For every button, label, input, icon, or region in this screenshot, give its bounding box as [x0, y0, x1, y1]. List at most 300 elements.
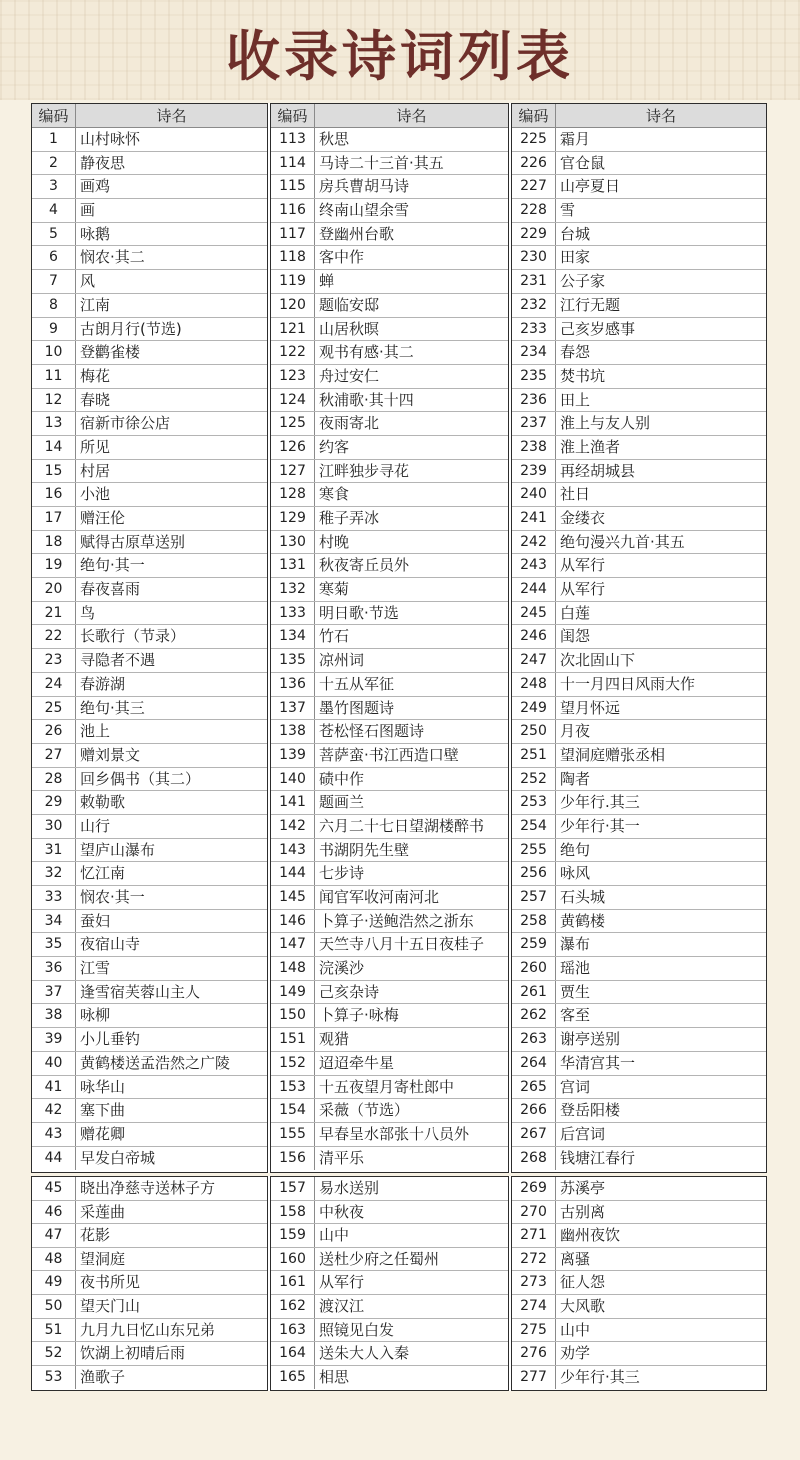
poem-number: 238	[512, 436, 556, 459]
table-row	[512, 1147, 766, 1171]
table-header-row	[32, 104, 267, 128]
table-row	[512, 507, 766, 531]
poem-title: 忆江南	[80, 864, 126, 883]
table-row	[271, 602, 508, 626]
table-row	[32, 910, 267, 934]
table-row	[32, 1271, 267, 1295]
table-header-row	[512, 104, 766, 128]
table-row	[32, 341, 267, 365]
table-row	[32, 128, 267, 152]
table-row	[512, 720, 766, 744]
poem-number: 158	[271, 1201, 315, 1224]
poem-title: 夜雨寄北	[319, 414, 380, 433]
poem-title: 十五夜望月寄杜郎中	[319, 1077, 455, 1096]
poem-title: 墨竹图题诗	[319, 698, 395, 717]
table-row	[32, 886, 267, 910]
poem-number: 42	[32, 1099, 76, 1122]
poem-title: 大风歌	[560, 1296, 606, 1315]
poem-number: 232	[512, 294, 556, 317]
poem-number: 157	[271, 1177, 315, 1200]
poem-number: 3	[32, 175, 76, 198]
table-row	[271, 1177, 508, 1201]
poem-title: 瑶池	[560, 959, 591, 978]
table-row	[271, 1319, 508, 1343]
poem-title: 九月九日忆山东兄弟	[80, 1320, 216, 1339]
poem-title: 咏鹅	[80, 224, 111, 243]
poem-title: 舟过安仁	[319, 366, 380, 385]
poem-number: 251	[512, 744, 556, 767]
poem-title: 题画兰	[319, 793, 365, 812]
table-column	[511, 1176, 767, 1391]
table-row	[271, 483, 508, 507]
table-row	[512, 933, 766, 957]
poem-number: 252	[512, 768, 556, 791]
poem-title: 夜书所见	[80, 1273, 141, 1292]
header-name-cell: 诗名	[396, 107, 427, 125]
poem-number: 151	[271, 1028, 315, 1051]
poem-number: 269	[512, 1177, 556, 1200]
table-row	[512, 744, 766, 768]
table-row	[271, 507, 508, 531]
poem-number: 4	[32, 199, 76, 222]
table-row	[32, 1248, 267, 1272]
table-row	[32, 294, 267, 318]
table-row	[271, 1076, 508, 1100]
table-row	[512, 270, 766, 294]
poem-title: 悯农·其一	[80, 888, 145, 906]
poem-number: 123	[271, 365, 315, 388]
table-row	[32, 625, 267, 649]
table-row	[512, 1295, 766, 1319]
poem-number: 25	[32, 697, 76, 720]
table-row	[271, 1201, 508, 1225]
poem-title: 江雪	[80, 959, 111, 978]
poem-number: 30	[32, 815, 76, 838]
poem-number: 265	[512, 1076, 556, 1099]
table-row	[271, 768, 508, 792]
poem-title: 征人怨	[560, 1273, 606, 1292]
poem-title: 凉州词	[319, 651, 365, 670]
poem-title: 苍松怪石图题诗	[319, 722, 425, 741]
poem-number: 23	[32, 649, 76, 672]
poem-number: 21	[32, 602, 76, 625]
table-row	[512, 602, 766, 626]
poem-title: 赠花卿	[80, 1124, 126, 1143]
poem-title: 绝句·其一	[80, 556, 145, 575]
poem-number: 127	[271, 460, 315, 483]
table-row	[32, 933, 267, 957]
poem-number: 12	[32, 389, 76, 412]
table-row	[32, 1342, 267, 1366]
poem-title: 次北固山下	[560, 651, 636, 670]
poem-title: 望庐山瀑布	[80, 840, 156, 859]
poem-title: 山亭夏日	[560, 177, 621, 196]
poem-number: 119	[271, 270, 315, 293]
table-row	[32, 1147, 267, 1171]
table-row	[271, 270, 508, 294]
poem-number: 240	[512, 483, 556, 506]
poem-number: 9	[32, 318, 76, 341]
poem-title: 望月怀远	[560, 698, 621, 717]
poem-number: 125	[271, 412, 315, 435]
poem-number: 52	[32, 1342, 76, 1365]
poem-number: 267	[512, 1123, 556, 1146]
poem-title: 池上	[80, 722, 111, 741]
poem-title: 村居	[80, 461, 111, 480]
table-row	[271, 1366, 508, 1390]
poem-number: 48	[32, 1248, 76, 1271]
poem-title: 蚕妇	[80, 911, 111, 930]
table-row	[271, 673, 508, 697]
poem-number: 17	[32, 507, 76, 530]
table-row	[271, 697, 508, 721]
poem-title: 华清宫其一	[560, 1053, 636, 1072]
poem-number: 132	[271, 578, 315, 601]
poem-number: 237	[512, 412, 556, 435]
poem-number: 114	[271, 152, 315, 175]
table-row	[271, 625, 508, 649]
table-row	[271, 1028, 508, 1052]
poem-number: 234	[512, 341, 556, 364]
table-row	[512, 152, 766, 176]
poem-title: 十五从军征	[319, 674, 395, 693]
table-row	[32, 270, 267, 294]
table-row	[271, 957, 508, 981]
poem-number: 277	[512, 1366, 556, 1390]
poem-title: 寒菊	[319, 580, 350, 599]
poem-title: 己亥岁感事	[560, 319, 636, 338]
table-row	[271, 128, 508, 152]
poem-title: 石头城	[560, 888, 606, 906]
poem-number: 257	[512, 886, 556, 909]
poem-title: 后宫词	[560, 1124, 606, 1143]
poem-number: 38	[32, 1004, 76, 1027]
poem-number: 276	[512, 1342, 556, 1365]
poem-title: 房兵曹胡马诗	[319, 177, 410, 196]
table-row	[32, 673, 267, 697]
table-row	[512, 1342, 766, 1366]
poem-title: 望洞庭赠张丞相	[560, 745, 666, 764]
table-row	[512, 815, 766, 839]
table-row	[512, 223, 766, 247]
poem-number: 160	[271, 1248, 315, 1271]
poem-number: 146	[271, 910, 315, 933]
poem-number: 47	[32, 1224, 76, 1247]
poem-number: 135	[271, 649, 315, 672]
poem-number: 266	[512, 1099, 556, 1122]
poem-title: 台城	[560, 224, 591, 243]
poem-number: 162	[271, 1295, 315, 1318]
poem-title: 赋得古原草送别	[80, 532, 186, 551]
table-row	[32, 839, 267, 863]
poem-title: 秋夜寄丘员外	[319, 556, 410, 575]
table-row	[32, 1295, 267, 1319]
poem-title: 咏柳	[80, 1006, 111, 1025]
poem-number: 247	[512, 649, 556, 672]
table-row	[32, 649, 267, 673]
table-row	[512, 294, 766, 318]
poem-title: 金缕衣	[560, 509, 606, 527]
poem-number: 226	[512, 152, 556, 175]
poem-title: 宫词	[560, 1077, 591, 1096]
poem-title: 小儿垂钓	[80, 1030, 141, 1049]
poem-title: 观书有感·其二	[319, 343, 414, 362]
table-row	[32, 318, 267, 342]
table-row	[512, 1076, 766, 1100]
poem-number: 233	[512, 318, 556, 341]
poem-number: 5	[32, 223, 76, 246]
poem-title: 绝句·其三	[80, 698, 145, 717]
poem-title: 再经胡城县	[560, 461, 636, 480]
poem-title: 望洞庭	[80, 1249, 126, 1268]
poem-number: 235	[512, 365, 556, 388]
poem-number: 272	[512, 1248, 556, 1271]
poem-title: 寻隐者不遇	[80, 651, 156, 670]
table-row	[512, 412, 766, 436]
table-row	[32, 697, 267, 721]
poem-number: 150	[271, 1004, 315, 1027]
poem-title: 马诗二十三首·其五	[319, 153, 444, 172]
table-row	[271, 1004, 508, 1028]
poem-number: 37	[32, 981, 76, 1004]
poem-title: 终南山望余雪	[319, 201, 410, 220]
table-row	[512, 1123, 766, 1147]
poem-title: 送朱大人入秦	[319, 1344, 410, 1363]
poem-title: 春游湖	[80, 674, 126, 693]
table-row	[32, 578, 267, 602]
table-row	[271, 341, 508, 365]
poem-number: 26	[32, 720, 76, 743]
poem-title: 饮湖上初晴后雨	[80, 1344, 186, 1363]
poem-number: 50	[32, 1295, 76, 1318]
poem-number: 139	[271, 744, 315, 767]
poem-title: 瀑布	[560, 935, 591, 954]
poem-number: 130	[271, 531, 315, 554]
poem-title: 江畔独步寻花	[319, 461, 410, 480]
poem-title: 六月二十七日望湖楼醉书	[319, 816, 485, 835]
table-row	[512, 1224, 766, 1248]
poem-title: 夜宿山寺	[80, 935, 141, 954]
table-row	[512, 673, 766, 697]
table-row	[512, 957, 766, 981]
poem-title: 题临安邸	[319, 295, 380, 314]
poem-number: 268	[512, 1147, 556, 1171]
table-row	[512, 1271, 766, 1295]
table-row	[512, 886, 766, 910]
poem-title: 寒食	[319, 485, 350, 504]
table-row	[271, 1342, 508, 1366]
poem-number: 253	[512, 791, 556, 814]
poem-title: 浣溪沙	[319, 959, 365, 978]
table-row	[512, 554, 766, 578]
poem-number: 239	[512, 460, 556, 483]
poem-number: 236	[512, 389, 556, 412]
poem-number: 161	[271, 1271, 315, 1294]
poem-number: 244	[512, 578, 556, 601]
poem-title: 望天门山	[80, 1296, 141, 1315]
poem-title: 照镜见白发	[319, 1320, 395, 1339]
poem-number: 258	[512, 910, 556, 933]
table-row	[32, 1099, 267, 1123]
poem-title: 迢迢牵牛星	[319, 1053, 395, 1072]
poem-number: 49	[32, 1271, 76, 1294]
poem-title: 赠刘景文	[80, 745, 141, 764]
poem-title: 村晚	[319, 532, 350, 551]
poem-title: 公子家	[560, 272, 606, 291]
table-row	[271, 460, 508, 484]
table-row	[512, 318, 766, 342]
poem-title: 晓出净慈寺送林子方	[80, 1179, 216, 1197]
poem-title: 小池	[80, 485, 111, 504]
table-column	[270, 103, 509, 1173]
poem-number: 31	[32, 839, 76, 862]
poem-number: 250	[512, 720, 556, 743]
poem-number: 275	[512, 1319, 556, 1342]
table-row	[32, 981, 267, 1005]
poem-number: 248	[512, 673, 556, 696]
poem-title: 月夜	[560, 722, 591, 741]
poem-title: 七步诗	[319, 864, 365, 883]
page-title: 收录诗词列表	[226, 25, 574, 88]
table-row	[32, 862, 267, 886]
table-row	[512, 578, 766, 602]
poem-title: 陶者	[560, 769, 591, 788]
poem-number: 33	[32, 886, 76, 909]
poem-number: 255	[512, 839, 556, 862]
poem-number: 27	[32, 744, 76, 767]
table-row	[32, 246, 267, 270]
poem-title: 稚子弄冰	[319, 509, 380, 527]
table-row	[271, 318, 508, 342]
poem-title: 古别离	[560, 1202, 606, 1221]
poem-title: 淮上渔者	[560, 437, 621, 456]
poem-title: 卜算子·咏梅	[319, 1006, 399, 1025]
poem-number: 22	[32, 625, 76, 648]
table-row	[32, 199, 267, 223]
table-row	[32, 791, 267, 815]
poem-number: 32	[32, 862, 76, 885]
poem-title: 少年行.其三	[560, 793, 640, 812]
poem-title: 绝句	[560, 840, 591, 859]
poem-title: 秋思	[319, 130, 350, 148]
table-row	[32, 1177, 267, 1201]
header-name-cell: 诗名	[645, 107, 676, 125]
poem-number: 14	[32, 436, 76, 459]
poem-title: 登岳阳楼	[560, 1101, 621, 1120]
table-row	[32, 223, 267, 247]
table-row	[32, 1004, 267, 1028]
table-row	[32, 957, 267, 981]
poem-title: 劝学	[560, 1344, 591, 1363]
table-row	[512, 175, 766, 199]
poem-title: 画鸡	[80, 177, 111, 196]
table-row	[512, 1201, 766, 1225]
poem-title: 田家	[560, 248, 591, 267]
table-row	[512, 389, 766, 413]
poem-title: 山中	[560, 1320, 591, 1339]
poem-number: 141	[271, 791, 315, 814]
poem-title: 梅花	[80, 366, 111, 385]
table-row	[271, 649, 508, 673]
table-row	[271, 720, 508, 744]
poem-title: 田上	[560, 390, 591, 409]
table-row	[271, 1248, 508, 1272]
poem-title: 江南	[80, 295, 111, 314]
poem-title: 贾生	[560, 982, 591, 1001]
table-row	[32, 152, 267, 176]
poem-title: 清平乐	[319, 1148, 365, 1167]
poem-number: 28	[32, 768, 76, 791]
poem-number: 44	[32, 1147, 76, 1171]
poem-title: 霜月	[560, 130, 591, 148]
poem-number: 260	[512, 957, 556, 980]
table-row	[271, 152, 508, 176]
poem-title: 黄鹤楼送孟浩然之广陵	[80, 1053, 231, 1072]
table-row	[271, 886, 508, 910]
poem-number: 148	[271, 957, 315, 980]
table-row	[32, 602, 267, 626]
poem-title: 观猎	[319, 1030, 350, 1049]
header-name-cell: 诗名	[156, 107, 187, 125]
poem-number: 259	[512, 933, 556, 956]
poem-number: 39	[32, 1028, 76, 1051]
poem-number: 164	[271, 1342, 315, 1365]
table-row	[512, 768, 766, 792]
table-row	[512, 839, 766, 863]
table-row	[271, 815, 508, 839]
table-row	[512, 1052, 766, 1076]
table-row	[512, 483, 766, 507]
poem-number: 16	[32, 483, 76, 506]
table-row	[271, 199, 508, 223]
table-row	[512, 1366, 766, 1390]
poem-number: 133	[271, 602, 315, 625]
poem-number: 243	[512, 554, 556, 577]
poem-title: 明日歌·节选	[319, 603, 399, 622]
header-num-cell: 编码	[32, 104, 76, 127]
poem-number: 137	[271, 697, 315, 720]
poem-title: 登鹳雀楼	[80, 343, 141, 362]
poem-number: 138	[271, 720, 315, 743]
table-row	[32, 531, 267, 555]
table-row	[271, 1295, 508, 1319]
poem-number: 116	[271, 199, 315, 222]
table-row	[32, 460, 267, 484]
poem-number: 40	[32, 1052, 76, 1075]
poem-number: 256	[512, 862, 556, 885]
poem-title: 淮上与友人别	[560, 414, 651, 433]
poem-number: 227	[512, 175, 556, 198]
poem-number: 270	[512, 1201, 556, 1224]
poem-number: 140	[271, 768, 315, 791]
poem-title: 从军行	[560, 556, 606, 575]
poem-title: 官仓鼠	[560, 153, 606, 172]
poem-title: 白莲	[560, 603, 591, 622]
poem-title: 江行无题	[560, 295, 621, 314]
table-row	[271, 933, 508, 957]
poem-title: 鸟	[80, 603, 96, 622]
table-row	[271, 1099, 508, 1123]
poem-title: 少年行·其三	[560, 1367, 640, 1386]
table-row	[512, 341, 766, 365]
header-num-cell: 编码	[271, 104, 315, 127]
table-row	[32, 175, 267, 199]
poem-number: 35	[32, 933, 76, 956]
poem-title: 易水送别	[319, 1179, 380, 1197]
poem-number: 43	[32, 1123, 76, 1146]
poem-title: 山中	[319, 1226, 350, 1245]
poem-title: 卜算子·送鲍浩然之浙东	[319, 911, 474, 930]
